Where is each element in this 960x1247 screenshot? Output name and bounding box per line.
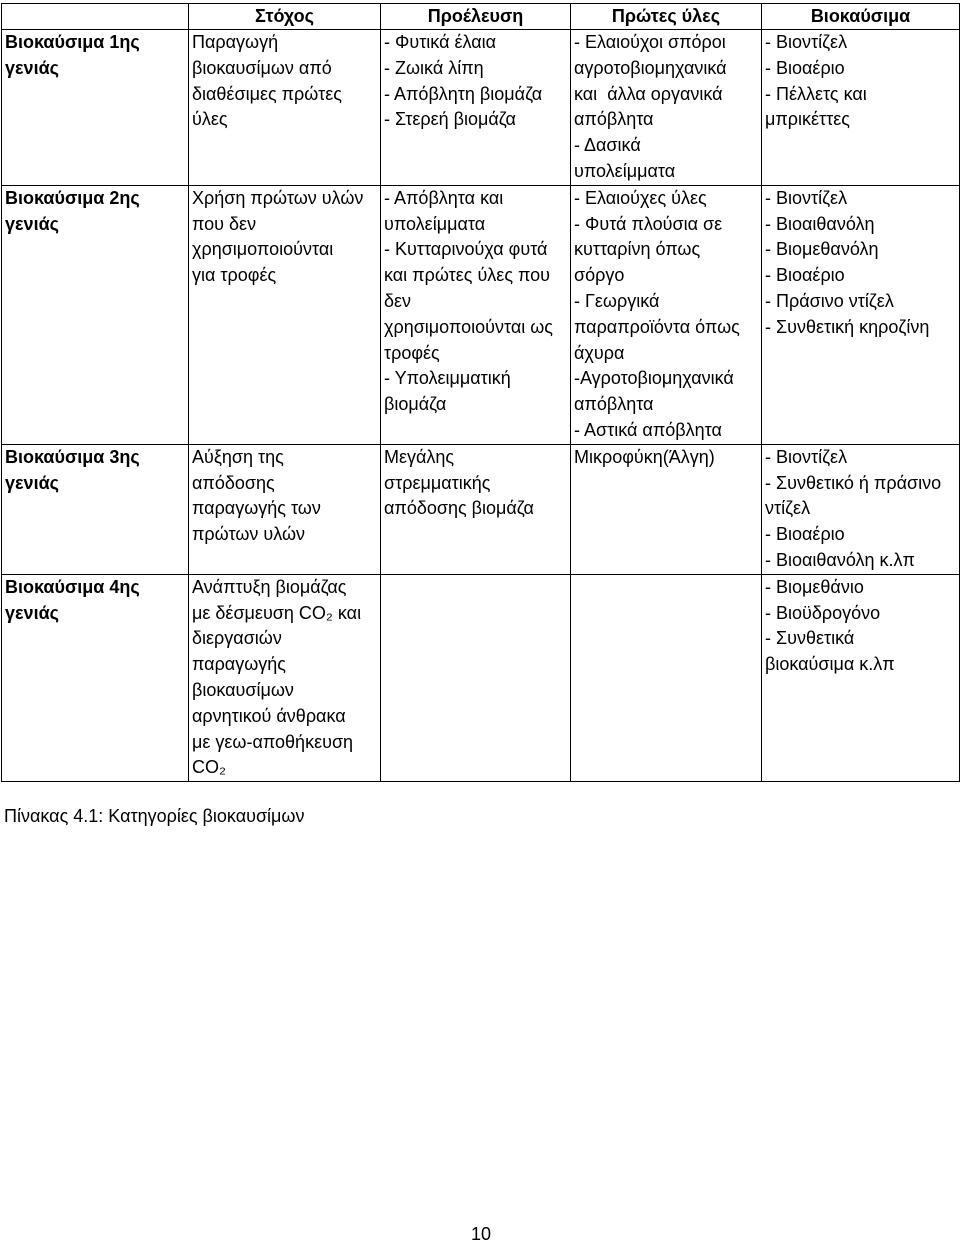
table-row-generation-4 — [2, 574, 960, 781]
goal-text-line: βιοκαυσίμων από — [192, 57, 332, 78]
goal-text-line: αρνητικού άνθρακα — [192, 705, 346, 726]
biofuels-cell — [762, 444, 960, 574]
goal-text-line: ύλες — [192, 109, 228, 130]
biofuels-text-line: - Βιοντίζελ — [765, 187, 848, 208]
goal-text-line: διεργασιών — [192, 628, 282, 649]
feedstocks-cell — [571, 185, 762, 444]
goal-text-line: απόδοσης — [192, 472, 275, 493]
biofuels-text-line: - Συνθετική κηροζίνη — [765, 316, 930, 337]
generation-cell — [2, 444, 189, 574]
goal-text-line: βιοκαυσίμων — [192, 679, 294, 700]
feedstocks-text-line: παραπροϊόντα όπως — [574, 316, 740, 337]
origin-text-line: απόδοσης βιομάζα — [384, 498, 534, 519]
origin-text-line: - Απόβλητη βιομάζα — [384, 83, 543, 104]
feedstocks-text-line: - Ελαιούχες ύλες — [574, 187, 707, 208]
goal-text-line: πρώτων υλών — [192, 524, 305, 545]
biofuels-text-line: - Βιοαέριο — [765, 265, 845, 286]
feedstocks-text-line: - Αστικά απόβλητα — [574, 419, 722, 440]
feedstocks-cell — [571, 444, 762, 574]
goal-text-line: παραγωγής των — [192, 498, 321, 519]
table-row-generation-1 — [2, 30, 960, 186]
origin-text-line: βιομάζα — [384, 394, 447, 415]
feedstocks-text-line: σόργο — [574, 265, 625, 286]
generation-text-line: Βιοκαύσιμα 1ης — [5, 32, 140, 52]
origin-text-line: - Στερεή βιομάζα — [384, 109, 516, 130]
biofuels-cell — [762, 574, 960, 781]
feedstocks-text-line: κυτταρίνη όπως — [574, 239, 701, 260]
biofuels-text-line: - Συνθετικό ή πράσινο — [765, 472, 942, 493]
origin-text-line: - Απόβλητα και — [384, 187, 504, 208]
origin-text-line: - Φυτικά έλαια — [384, 32, 497, 52]
biofuels-text-line: - Βιοαιθανόλη κ.λπ — [765, 549, 915, 570]
biofuels-text-line: - Βιοαέριο — [765, 57, 845, 78]
generation-text-line: Βιοκαύσιμα 4ης — [5, 576, 140, 597]
header-origin: Προέλευση — [381, 4, 571, 30]
origin-cell — [381, 574, 571, 781]
origin-cell — [381, 30, 571, 186]
goal-text-line: διαθέσιμες πρώτες — [192, 83, 342, 104]
feedstocks-text-line: απόβλητα — [574, 394, 654, 415]
biofuels-text-line: - Βιομεθάνιο — [765, 576, 864, 597]
header-empty-cell — [2, 4, 189, 30]
feedstocks-cell — [571, 30, 762, 186]
feedstocks-text-line: -Αγροτοβιομηχανικά — [574, 368, 734, 389]
biofuels-text-line: - Βιοντίζελ — [765, 446, 848, 467]
feedstocks-text-line: - Δασικά — [574, 135, 641, 156]
goal-text-line: χρησιμοποιούνται — [192, 239, 334, 260]
generation-text-line: γενιάς — [5, 57, 59, 78]
origin-text-line: - Κυτταρινούχα φυτά — [384, 239, 548, 260]
generation-text-line: γενιάς — [5, 213, 59, 234]
biofuels-text-line: - Βιοαέριο — [765, 524, 845, 545]
feedstocks-cell — [571, 574, 762, 781]
origin-text-line: υπολείμματα — [384, 213, 486, 234]
table-row-generation-3 — [2, 444, 960, 574]
goal-text-line: Παραγωγή — [192, 32, 279, 52]
biofuels-text-line: - Πράσινο ντίζελ — [765, 290, 894, 311]
origin-text-line: τροφές — [384, 342, 440, 363]
goal-text-line: για τροφές — [192, 265, 277, 286]
table-row-generation-2 — [2, 185, 960, 444]
goal-text-line: Χρήση πρώτων υλών — [192, 187, 364, 208]
feedstocks-text-line: αγροτοβιομηχανικά — [574, 57, 727, 78]
origin-text-line: - Ζωικά λίπη — [384, 57, 484, 78]
goal-cell — [189, 574, 381, 781]
header-biofuels: Βιοκαύσιμα — [762, 4, 960, 30]
generation-text-line: Βιοκαύσιμα 3ης — [5, 446, 140, 467]
header-feedstocks: Πρώτες ύλες — [571, 4, 762, 30]
feedstocks-text-line: υπολείμματα — [574, 160, 676, 181]
origin-text-line: και πρώτες ύλες που — [384, 265, 551, 286]
biofuels-text-line: - Πέλλετς και — [765, 83, 867, 104]
origin-text-line: Μεγάλης — [384, 446, 455, 467]
biofuels-text-line: ντίζελ — [765, 498, 811, 519]
goal-cell — [189, 30, 381, 186]
goal-text-line: Αύξηση της — [192, 446, 284, 467]
biofuel-categories-table — [1, 3, 960, 782]
biofuels-text-line: - Συνθετικά — [765, 628, 855, 649]
feedstocks-text-line: άχυρα — [574, 342, 625, 363]
biofuels-text-line: - Βιοϋδρογόνο — [765, 602, 881, 623]
goal-text-line: με γεω-αποθήκευση — [192, 731, 354, 752]
biofuels-text-line: - Βιοντίζελ — [765, 32, 848, 52]
goal-text-line: με δέσμευση CO₂ και — [192, 602, 362, 623]
table-caption: Πίνακας 4.1: Κατηγορίες βιοκαυσίμων — [4, 806, 305, 826]
biofuels-text-line: μπρικέττες — [765, 109, 850, 130]
origin-text-line: - Υπολειμματική — [384, 368, 511, 389]
generation-cell — [2, 574, 189, 781]
origin-text-line: χρησιμοποιούνται ως — [384, 316, 553, 337]
biofuels-cell — [762, 185, 960, 444]
table-header-row — [2, 4, 960, 30]
goal-cell — [189, 444, 381, 574]
origin-text-line: δεν — [384, 290, 412, 311]
goal-text-line: Ανάπτυξη βιομάζας — [192, 576, 347, 597]
biofuels-cell — [762, 30, 960, 186]
goal-text-line: CO₂ — [192, 757, 226, 778]
goal-text-line: που δεν — [192, 213, 257, 234]
generation-text-line: Βιοκαύσιμα 2ης — [5, 187, 140, 208]
generation-cell — [2, 30, 189, 186]
goal-cell — [189, 185, 381, 444]
biofuels-text-line: - Βιοαιθανόλη — [765, 213, 875, 234]
biofuels-text-line: βιοκαύσιμα κ.λπ — [765, 654, 895, 675]
feedstocks-text-line: - Ελαιούχοι σπόροι — [574, 32, 726, 52]
generation-text-line: γενιάς — [5, 602, 59, 623]
header-goal: Στόχος — [189, 4, 381, 30]
generation-cell — [2, 185, 189, 444]
origin-cell — [381, 185, 571, 444]
origin-cell — [381, 444, 571, 574]
generation-text-line: γενιάς — [5, 472, 59, 493]
goal-text-line: παραγωγής — [192, 654, 286, 675]
feedstocks-text-line: Μικροφύκη(Άλγη) — [574, 446, 715, 467]
feedstocks-text-line: απόβλητα — [574, 109, 654, 130]
feedstocks-text-line: και άλλα οργανικά — [574, 83, 723, 104]
page-number: 10 — [470, 1224, 492, 1244]
origin-text-line: στρεμματικής — [384, 472, 491, 493]
feedstocks-text-line: - Φυτά πλούσια σε — [574, 213, 723, 234]
feedstocks-text-line: - Γεωργικά — [574, 290, 660, 311]
biofuels-text-line: - Βιομεθανόλη — [765, 239, 879, 260]
